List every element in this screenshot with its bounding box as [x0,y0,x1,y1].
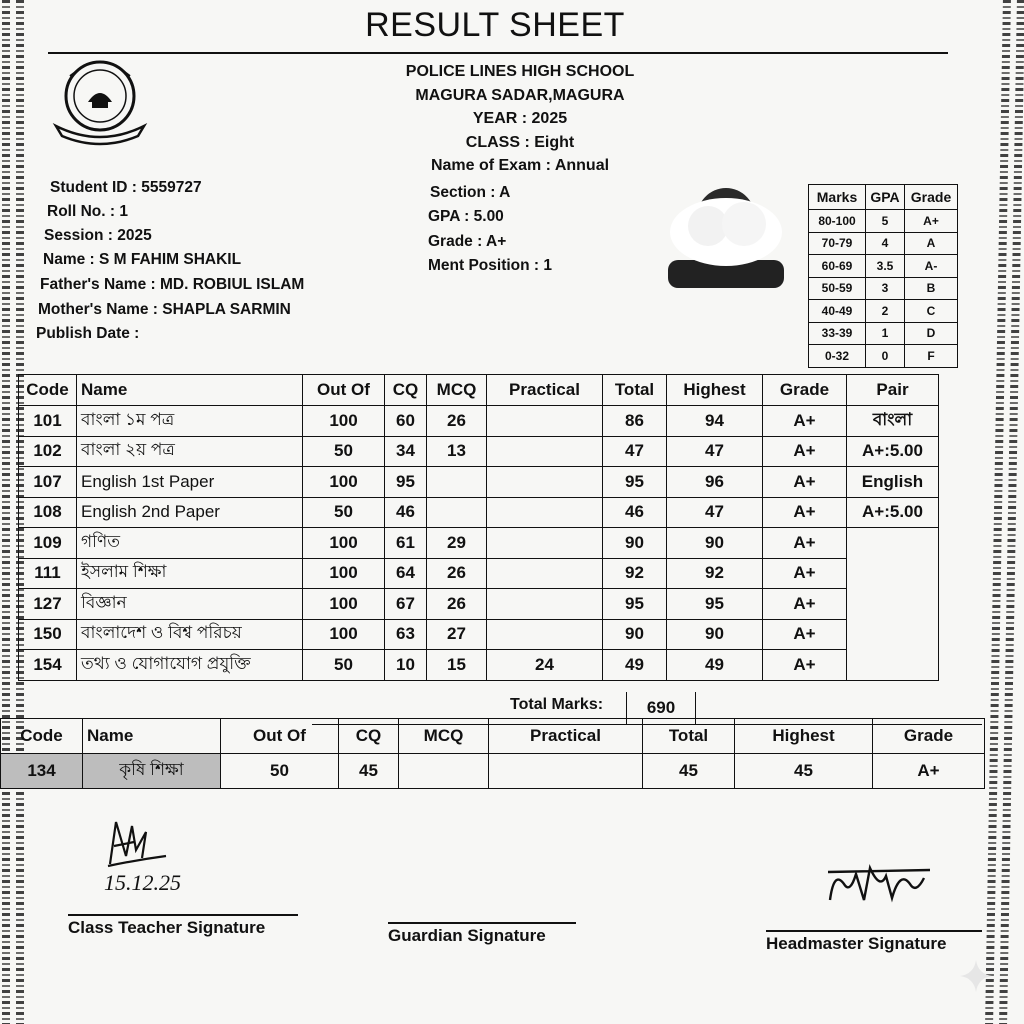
total: 49 [603,650,667,681]
optional-header-out-of: Out Of [221,719,339,754]
grading-grade: C [905,300,958,323]
table-row [19,589,939,620]
grade: A+ [763,436,847,467]
grading-scale-table [808,184,958,368]
pair-empty-cell [847,528,939,681]
class-teacher-signature-label: Class Teacher Signature [68,918,266,937]
practical [487,528,603,559]
optional-subject-table [0,718,985,789]
header-code: Code [19,375,77,406]
subject-code: 101 [19,406,77,437]
optional-header-cq: CQ [339,719,399,754]
optional-mcq [399,754,489,789]
publish-date: Publish Date : [36,325,140,342]
grading-row [809,277,958,300]
grading-header-grade: Grade [905,185,958,210]
optional-header-grade: Grade [873,719,985,754]
grade: A+ [763,467,847,498]
grading-gpa: 3 [866,277,905,300]
exam-class: CLASS : Eight [465,133,575,151]
highest: 47 [667,436,763,467]
subject-code: 111 [19,558,77,589]
optional-header-mcq: MCQ [399,719,489,754]
subject-code: 150 [19,619,77,650]
optional-header-name: Name [83,719,221,754]
practical [487,467,603,498]
table-row [19,650,939,681]
grading-grade: A- [905,255,958,278]
grading-row [809,255,958,278]
subject-name: English 1st Paper [77,467,303,498]
table-row [19,619,939,650]
grading-marks: 60-69 [809,255,866,278]
grading-grade: D [905,322,958,345]
mcq: 29 [427,528,487,559]
table-row [19,497,939,528]
subject-name: ইসলাম শিক্ষা [77,558,303,589]
section: Section : A [430,184,511,201]
optional-header-code: Code [1,719,83,754]
header-highest: Highest [667,375,763,406]
total: 86 [603,406,667,437]
subject-code: 107 [19,467,77,498]
student-photo-icon [664,180,788,292]
sparkle-watermark-icon [958,958,994,994]
highest: 92 [667,558,763,589]
header-out-of: Out Of [303,375,385,406]
header-practical: Practical [487,375,603,406]
grade: A+ [763,589,847,620]
total: 90 [603,528,667,559]
grading-gpa: 4 [866,232,905,255]
pair-english-grade: A+:5.00 [847,497,939,528]
grading-marks: 70-79 [809,232,866,255]
practical [487,436,603,467]
mcq: 26 [427,406,487,437]
grading-gpa: 0 [866,345,905,368]
grading-row [809,300,958,323]
grade: A+ [763,650,847,681]
out-of: 100 [303,528,385,559]
header-name: Name [77,375,303,406]
grading-gpa: 1 [866,322,905,345]
subject-code: 102 [19,436,77,467]
practical: 24 [487,650,603,681]
cq: 61 [385,528,427,559]
total: 95 [603,589,667,620]
cq: 63 [385,619,427,650]
practical [487,406,603,437]
subject-name: গণিত [77,528,303,559]
grading-marks: 50-59 [809,277,866,300]
decorative-border-right [985,0,1024,1024]
table-row [19,467,939,498]
out-of: 50 [303,436,385,467]
table-row [19,406,939,437]
cq: 64 [385,558,427,589]
grade: A+ [763,619,847,650]
out-of: 100 [303,619,385,650]
grading-row [809,232,958,255]
guardian-signature-label: Guardian Signature [388,926,546,945]
total: 46 [603,497,667,528]
subject-code: 127 [19,589,77,620]
grade: A+ [763,558,847,589]
grading-marks: 40-49 [809,300,866,323]
gpa: GPA : 5.00 [428,208,504,225]
cq: 60 [385,406,427,437]
highest: 95 [667,589,763,620]
optional-cq: 45 [339,754,399,789]
school-header [330,60,710,178]
headmaster-signature-label: Headmaster Signature [766,934,947,953]
subject-name: বিজ্ঞান [77,589,303,620]
grading-marks: 80-100 [809,210,866,233]
practical [487,589,603,620]
highest: 47 [667,497,763,528]
teacher-signature-date: 15.12.25 [104,870,181,895]
grading-gpa: 2 [866,300,905,323]
header-cq: CQ [385,375,427,406]
title-divider [48,52,948,54]
subject-name: বাংলা ২য় পত্র [77,436,303,467]
header-pair: Pair [847,375,939,406]
table-row [19,558,939,589]
grading-row [809,210,958,233]
out-of: 100 [303,406,385,437]
practical [487,497,603,528]
mcq: 13 [427,436,487,467]
school-logo-icon [48,56,152,148]
header-total: Total [603,375,667,406]
headmaster-signature-line [766,930,982,932]
out-of: 100 [303,589,385,620]
class-teacher-signature-line [68,914,298,916]
out-of: 100 [303,558,385,589]
mcq: 26 [427,558,487,589]
school-location: MAGURA SADAR,MAGURA [415,86,625,104]
total: 90 [603,619,667,650]
grading-header-marks: Marks [809,185,866,210]
merit-position: Ment Position : 1 [428,257,552,274]
grading-header-gpa: GPA [866,185,905,210]
subject-code: 108 [19,497,77,528]
grading-marks: 0-32 [809,345,866,368]
total-marks-value: 690 [626,692,696,724]
optional-subject-name: কৃষি শিক্ষা [83,754,221,789]
school-name: POLICE LINES HIGH SCHOOL [405,63,635,80]
exam-name: Name of Exam : Annual [430,157,610,174]
grading-grade: A+ [905,210,958,233]
total: 47 [603,436,667,467]
mcq [427,467,487,498]
subject-marks-table [18,374,939,681]
practical [487,558,603,589]
father-name: Father's Name : MD. ROBIUL ISLAM [40,276,305,293]
guardian-signature-line [388,922,576,924]
practical [487,619,603,650]
cq: 95 [385,467,427,498]
optional-header-total: Total [643,719,735,754]
total-marks-label: Total Marks: [510,696,604,713]
grading-grade: A [905,232,958,255]
out-of: 100 [303,467,385,498]
grading-grade: F [905,345,958,368]
out-of: 50 [303,650,385,681]
header-grade: Grade [763,375,847,406]
highest: 96 [667,467,763,498]
class-teacher-signature-icon [96,816,216,896]
table-row [19,436,939,467]
mcq: 26 [427,589,487,620]
subject-name: তথ্য ও যোগাযোগ প্রযুক্তি [77,650,303,681]
mother-name: Mother's Name : SHAPLA SARMIN [38,301,291,318]
highest: 90 [667,528,763,559]
out-of: 50 [303,497,385,528]
highest: 94 [667,406,763,437]
mcq: 15 [427,650,487,681]
optional-header-highest: Highest [735,719,873,754]
student-name: Name : S M FAHIM SHAKIL [43,251,242,268]
overall-grade: Grade : A+ [428,233,507,250]
mcq: 27 [427,619,487,650]
pair-english-label: English [847,467,939,498]
grading-grade: B [905,277,958,300]
mcq [427,497,487,528]
header-mcq: MCQ [427,375,487,406]
session: Session : 2025 [44,227,152,244]
optional-header-practical: Practical [489,719,643,754]
subject-code: 109 [19,528,77,559]
cq: 46 [385,497,427,528]
exam-year: YEAR : 2025 [472,110,568,127]
highest: 90 [667,619,763,650]
grade: A+ [763,497,847,528]
grading-gpa: 3.5 [866,255,905,278]
grade: A+ [763,406,847,437]
grade: A+ [763,528,847,559]
roll-number: Roll No. : 1 [47,203,128,220]
optional-highest: 45 [735,754,873,789]
grading-row [809,345,958,368]
sheet-title: RESULT SHEET [365,6,625,44]
table-row [1,754,985,789]
student-id: Student ID : 5559727 [50,179,202,196]
subject-name: বাংলা ১ম পত্র [77,406,303,437]
total: 92 [603,558,667,589]
optional-grade: A+ [873,754,985,789]
grading-gpa: 5 [866,210,905,233]
cq: 34 [385,436,427,467]
grading-row [809,322,958,345]
optional-out-of: 50 [221,754,339,789]
subject-name: English 2nd Paper [77,497,303,528]
cq: 10 [385,650,427,681]
pair-bangla-label: বাংলা [847,406,939,437]
subject-name: বাংলাদেশ ও বিশ্ব পরিচয় [77,619,303,650]
pair-bangla-grade: A+:5.00 [847,436,939,467]
total: 95 [603,467,667,498]
table-row [19,528,939,559]
optional-subject-code: 134 [1,754,83,789]
subject-code: 154 [19,650,77,681]
optional-practical [489,754,643,789]
cq: 67 [385,589,427,620]
highest: 49 [667,650,763,681]
grading-marks: 33-39 [809,322,866,345]
headmaster-signature-icon [820,850,940,920]
optional-total: 45 [643,754,735,789]
